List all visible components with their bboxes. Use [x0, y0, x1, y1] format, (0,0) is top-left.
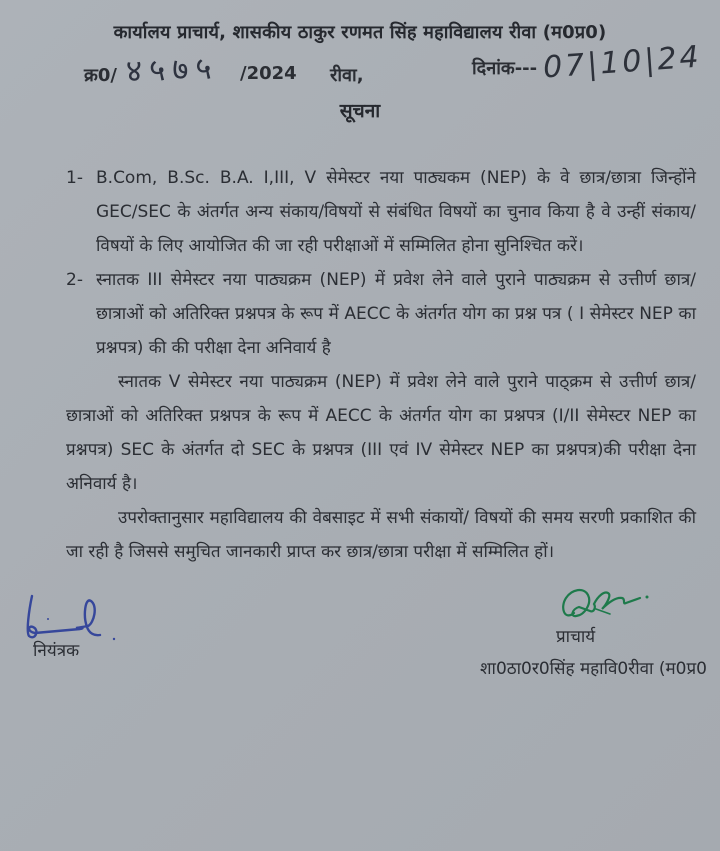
- notice-paragraph-semester5: स्नातक V सेमेस्टर नया पाठ्यक्रम (NEP) में प्रवेश लेने वाले पुराने पाठ्क्रम से उत्तीर्ण छात्र/छात्राओं को अतिरिक्त प्रश्नपत्र के रूप में AECC के अंतर्गत योग का प्रश्नपत्र (I/II सेमेस्टर NEP का प्रश्नपत्र) SEC के अंतर्गत दो SEC के प्रश्नपत्र (III एवं IV सेमेस्टर NEP का प्रश्नपत्र)की परीक्षा देना अनिवार्य है।: [66, 372, 696, 494]
- principal-signature-ink: [552, 583, 658, 627]
- ref-year: /2024: [240, 63, 297, 84]
- notice-body: [66, 161, 696, 569]
- notice-point-2: [66, 263, 696, 365]
- controller-designation: नियंत्रक: [33, 641, 80, 661]
- office-header-line: कार्यालय प्राचार्य, शासकीय ठाकुर रणमत सिंह महाविद्यालय रीवा (म0प्र0): [113, 22, 607, 43]
- place-name: रीवा,: [330, 65, 364, 86]
- principal-organization: शा0ठा0र0सिंह महावि0रीवा (म0प्र0: [480, 659, 707, 679]
- ref-number-handwritten: ४५७५: [125, 50, 220, 90]
- point-number: 1-: [66, 168, 83, 188]
- date-handwritten: 07|10|24: [541, 39, 703, 86]
- notice-point-1: [66, 161, 696, 263]
- notice-title: सूचना: [339, 100, 381, 122]
- ref-number-label: क्र0/: [84, 65, 117, 86]
- point-text: स्नातक III सेमेस्टर नया पाठ्यक्रम (NEP) में प्रवेश लेने वाले पुराने पाठ्यक्रम से उत्तीर्ण छात्र/छात्राओं को अतिरिक्त प्रश्नपत्र के रूप में AECC के अंतर्गत योग का प्रश्न पत्र ( I सेमेस्टर NEP का प्रश्नपत्र) की की परीक्षा देना अनिवार्य है: [96, 270, 696, 358]
- point-number: 2-: [66, 270, 83, 290]
- date-label: दिनांक---: [472, 58, 538, 79]
- principal-designation: प्राचार्य: [556, 627, 596, 647]
- notice-paragraph-website: उपरोक्तानुसार महाविद्यालय की वेबसाइट में सभी संकायों/ विषयों की समय सरणी प्रकाशित की जा रही है जिससे समुचित जानकारी प्राप्त कर छात्र/छात्रा परीक्षा में सम्मिलित हों।: [66, 508, 696, 562]
- point-text: B.Com, B.Sc. B.A. I,III, V सेमेस्टर नया पाठ्यकम (NEP) के वे छात्र/छात्रा जिन्होंने GEC/SEC के अंतर्गत अन्य संकाय/विषयों से संबंधित विषयों का चुनाव किया है वे उन्हीं संकाय/ विषयों के लिए आयोजित की जा रही परीक्षाओं में सम्मिलित होना सुनिश्चित करें।: [96, 168, 696, 256]
